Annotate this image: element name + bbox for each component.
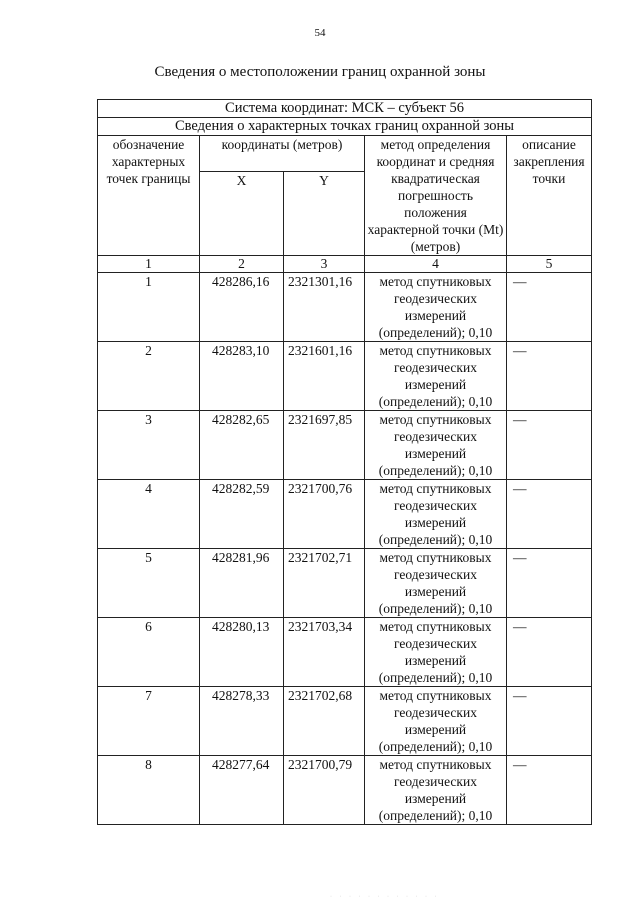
point-number: 3 bbox=[98, 411, 200, 480]
description-cell: — bbox=[507, 273, 592, 342]
description-cell: — bbox=[507, 756, 592, 825]
y-coordinate: 2321703,34 bbox=[284, 618, 365, 687]
coord-system-row bbox=[98, 100, 592, 118]
table-row bbox=[98, 480, 592, 549]
index-cell: 1 bbox=[98, 256, 200, 273]
point-number: 8 bbox=[98, 756, 200, 825]
point-number: 6 bbox=[98, 618, 200, 687]
header-x: X bbox=[200, 172, 284, 256]
index-cell: 3 bbox=[284, 256, 365, 273]
point-number: 4 bbox=[98, 480, 200, 549]
method-cell: метод спутниковых геодезических измерений (определений); 0,10 bbox=[365, 756, 507, 825]
table-row bbox=[98, 687, 592, 756]
x-coordinate: 428282,59 bbox=[200, 480, 284, 549]
index-row bbox=[98, 256, 592, 273]
point-number: 5 bbox=[98, 549, 200, 618]
x-coordinate: 428278,33 bbox=[200, 687, 284, 756]
point-number: 1 bbox=[98, 273, 200, 342]
description-cell: — bbox=[507, 618, 592, 687]
x-coordinate: 428282,65 bbox=[200, 411, 284, 480]
y-coordinate: 2321700,79 bbox=[284, 756, 365, 825]
method-cell: метод спутниковых геодезических измерений (определений); 0,10 bbox=[365, 411, 507, 480]
table-row bbox=[98, 618, 592, 687]
method-cell: метод спутниковых геодезических измерений (определений); 0,10 bbox=[365, 273, 507, 342]
y-coordinate: 2321301,16 bbox=[284, 273, 365, 342]
description-cell: — bbox=[507, 342, 592, 411]
point-number: 2 bbox=[98, 342, 200, 411]
x-coordinate: 428286,16 bbox=[200, 273, 284, 342]
index-cell: 4 bbox=[365, 256, 507, 273]
index-cell: 2 bbox=[200, 256, 284, 273]
x-coordinate: 428281,96 bbox=[200, 549, 284, 618]
header-desc: описание закрепления точки bbox=[507, 136, 592, 256]
page-number: 54 bbox=[314, 27, 326, 39]
method-cell: метод спутниковых геодезических измерений (определений); 0,10 bbox=[365, 342, 507, 411]
method-cell: метод спутниковых геодезических измерений (определений); 0,10 bbox=[365, 687, 507, 756]
description-cell: — bbox=[507, 411, 592, 480]
y-coordinate: 2321702,68 bbox=[284, 687, 365, 756]
table-row bbox=[98, 273, 592, 342]
y-coordinate: 2321697,85 bbox=[284, 411, 365, 480]
header-y: Y bbox=[284, 172, 365, 256]
y-coordinate: 2321700,76 bbox=[284, 480, 365, 549]
index-cell: 5 bbox=[507, 256, 592, 273]
subtitle-cell: Сведения о характерных точках границ охранной зоны bbox=[98, 118, 592, 136]
method-cell: метод спутниковых геодезических измерений (определений); 0,10 bbox=[365, 549, 507, 618]
x-coordinate: 428277,64 bbox=[200, 756, 284, 825]
method-cell: метод спутниковых геодезических измерений (определений); 0,10 bbox=[365, 480, 507, 549]
y-coordinate: 2321702,71 bbox=[284, 549, 365, 618]
x-coordinate: 428280,13 bbox=[200, 618, 284, 687]
document-title: Сведения о местоположении границ охранной зоны bbox=[154, 64, 486, 80]
table-row bbox=[98, 756, 592, 825]
table-row bbox=[98, 411, 592, 480]
boundary-points-table bbox=[97, 99, 592, 825]
description-cell: — bbox=[507, 687, 592, 756]
table-row bbox=[98, 342, 592, 411]
table-row bbox=[98, 549, 592, 618]
header-point: обозначение характерных точек границы bbox=[98, 136, 200, 256]
header-method: метод определения координат и средняя квадратическая погрешность положения характерной точки (Mt) (метров) bbox=[365, 136, 507, 256]
point-number: 7 bbox=[98, 687, 200, 756]
description-cell: — bbox=[507, 549, 592, 618]
y-coordinate: 2321601,16 bbox=[284, 342, 365, 411]
x-coordinate: 428283,10 bbox=[200, 342, 284, 411]
subtitle-row bbox=[98, 118, 592, 136]
header-coords: координаты (метров) bbox=[200, 136, 365, 172]
faint-scan-marks: · · · · · · · · · · · · bbox=[330, 894, 440, 900]
header-row bbox=[98, 136, 592, 172]
coord-system-cell: Система координат: МСК – субъект 56 bbox=[98, 100, 592, 118]
method-cell: метод спутниковых геодезических измерений (определений); 0,10 bbox=[365, 618, 507, 687]
description-cell: — bbox=[507, 480, 592, 549]
